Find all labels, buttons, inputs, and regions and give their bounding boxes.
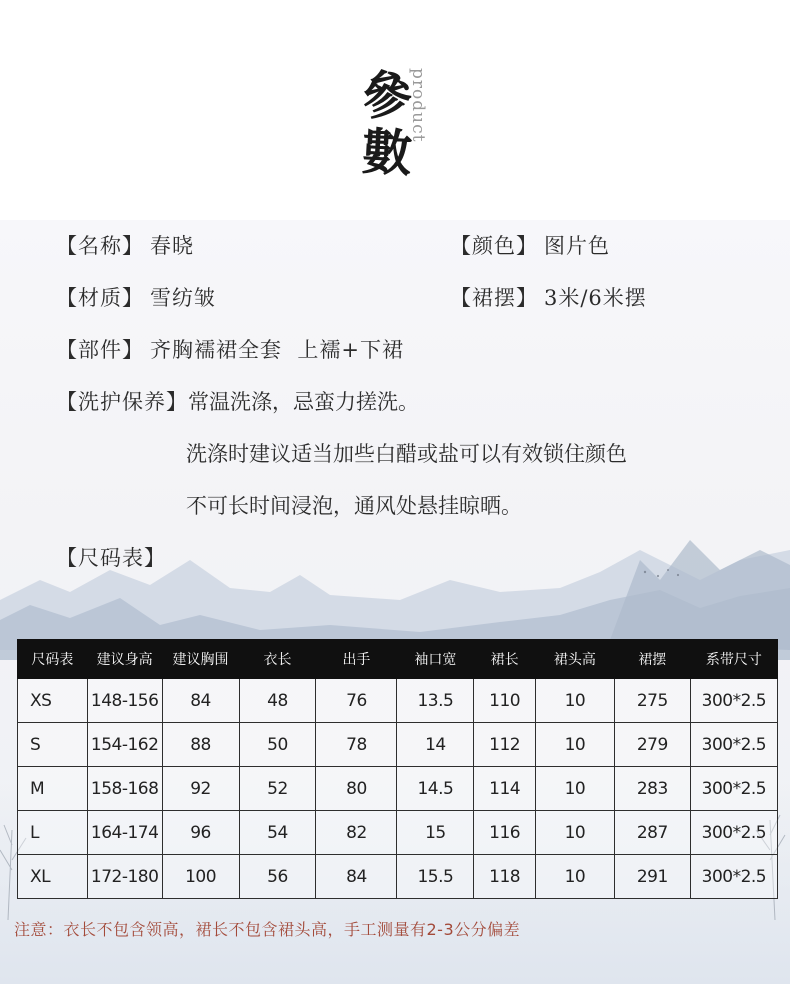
table-cell: 10 xyxy=(535,811,614,855)
title-english: product xyxy=(408,68,428,143)
table-cell: 275 xyxy=(614,679,690,723)
param-care-line3-row xyxy=(186,492,522,520)
table-cell: M xyxy=(18,767,88,811)
table-cell: 172-180 xyxy=(87,855,162,899)
table-cell: 112 xyxy=(474,723,536,767)
table-cell: 76 xyxy=(316,679,397,723)
param-parts xyxy=(56,336,404,364)
table-cell: 118 xyxy=(474,855,536,899)
param-name xyxy=(56,232,194,260)
table-cell: 279 xyxy=(614,723,690,767)
size-table-header: 袖口宽 xyxy=(397,640,474,679)
table-cell: 54 xyxy=(239,811,316,855)
table-cell: 10 xyxy=(535,855,614,899)
param-material-label: 【材质】 xyxy=(56,286,144,310)
table-row xyxy=(18,811,778,855)
measurement-note: 注意：衣长不包含领高，裙长不包含裙头高，手工测量有2-3公分偏差 xyxy=(14,920,521,939)
table-cell: 110 xyxy=(474,679,536,723)
size-table-header: 裙头高 xyxy=(535,640,614,679)
param-care-line1: 常温洗涤，忌蛮力搓洗。 xyxy=(188,390,419,414)
table-cell: 158-168 xyxy=(87,767,162,811)
size-table-header: 建议身高 xyxy=(87,640,162,679)
table-cell: 116 xyxy=(474,811,536,855)
table-cell: 300*2.5 xyxy=(690,723,777,767)
table-cell: 84 xyxy=(162,679,239,723)
table-cell: 88 xyxy=(162,723,239,767)
size-table xyxy=(17,639,778,899)
param-hem-value: 3米/6米摆 xyxy=(544,286,647,310)
table-cell: 13.5 xyxy=(397,679,474,723)
table-cell: 154-162 xyxy=(87,723,162,767)
table-cell: 300*2.5 xyxy=(690,767,777,811)
table-cell: 82 xyxy=(316,811,397,855)
size-table-header: 出手 xyxy=(316,640,397,679)
size-table-header-row xyxy=(18,640,778,679)
param-name-value: 春晓 xyxy=(150,234,194,258)
table-cell: XL xyxy=(18,855,88,899)
param-care-label: 【洗护保养】 xyxy=(56,390,188,414)
table-cell: 164-174 xyxy=(87,811,162,855)
size-table-header: 建议胸围 xyxy=(162,640,239,679)
table-cell: S xyxy=(18,723,88,767)
size-table-header: 系带尺寸 xyxy=(690,640,777,679)
table-cell: 10 xyxy=(535,767,614,811)
table-cell: 114 xyxy=(474,767,536,811)
table-cell: 300*2.5 xyxy=(690,679,777,723)
param-parts-label: 【部件】 xyxy=(56,338,144,362)
parameter-panel xyxy=(0,220,790,984)
table-row xyxy=(18,767,778,811)
table-cell: 80 xyxy=(316,767,397,811)
table-row xyxy=(18,679,778,723)
table-cell: XS xyxy=(18,679,88,723)
param-care-line3: 不可长时间浸泡，通风处悬挂晾晒。 xyxy=(186,494,522,518)
title-char-can: 參 xyxy=(359,62,415,127)
table-cell: 56 xyxy=(239,855,316,899)
table-cell: 283 xyxy=(614,767,690,811)
param-hem-label: 【裙摆】 xyxy=(450,286,538,310)
size-chart-heading xyxy=(56,544,166,572)
table-cell: 84 xyxy=(316,855,397,899)
table-cell: 100 xyxy=(162,855,239,899)
size-table-header: 尺码表 xyxy=(18,640,88,679)
size-table-header: 衣长 xyxy=(239,640,316,679)
table-cell: 14.5 xyxy=(397,767,474,811)
table-cell: 96 xyxy=(162,811,239,855)
table-cell: L xyxy=(18,811,88,855)
param-material-value: 雪纺皱 xyxy=(150,286,216,310)
table-cell: 10 xyxy=(535,679,614,723)
table-cell: 92 xyxy=(162,767,239,811)
table-cell: 48 xyxy=(239,679,316,723)
table-row xyxy=(18,723,778,767)
size-table-header: 裙摆 xyxy=(614,640,690,679)
param-color-label: 【颜色】 xyxy=(450,234,538,258)
param-color xyxy=(450,232,610,260)
table-cell: 15 xyxy=(397,811,474,855)
param-color-value: 图片色 xyxy=(544,234,610,258)
table-cell: 10 xyxy=(535,723,614,767)
param-care xyxy=(56,388,419,416)
page-header xyxy=(0,0,790,220)
param-care-line2-row xyxy=(186,440,627,468)
table-cell: 50 xyxy=(239,723,316,767)
table-cell: 15.5 xyxy=(397,855,474,899)
table-cell: 14 xyxy=(397,723,474,767)
table-cell: 287 xyxy=(614,811,690,855)
param-name-label: 【名称】 xyxy=(56,234,144,258)
table-cell: 78 xyxy=(316,723,397,767)
param-parts-value: 齐胸襦裙全套 上襦+下裙 xyxy=(150,338,404,362)
table-cell: 148-156 xyxy=(87,679,162,723)
table-cell: 300*2.5 xyxy=(690,811,777,855)
table-cell: 52 xyxy=(239,767,316,811)
size-table-header: 裙长 xyxy=(474,640,536,679)
param-care-line2: 洗涤时建议适当加些白醋或盐可以有效锁住颜色 xyxy=(186,442,627,466)
table-row xyxy=(18,855,778,899)
table-cell: 300*2.5 xyxy=(690,855,777,899)
param-material xyxy=(56,284,216,312)
param-hem xyxy=(450,284,647,312)
size-chart-label: 【尺码表】 xyxy=(56,546,166,570)
table-cell: 291 xyxy=(614,855,690,899)
title-char-shu: 數 xyxy=(360,121,414,184)
